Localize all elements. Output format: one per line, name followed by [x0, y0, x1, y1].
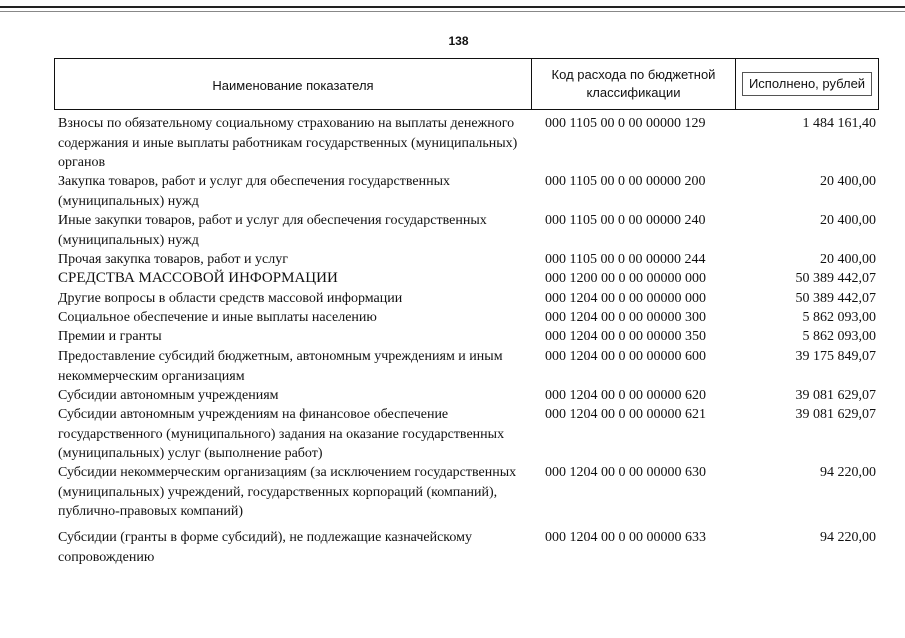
row-sum: 39 081 629,07 — [795, 388, 876, 403]
row-name: Иные закупки товаров, работ и услуг для обеспечения государственных (муниципальных) нужд — [58, 213, 487, 248]
row-sum: 20 400,00 — [820, 213, 876, 228]
header-code: Код расхода по бюджетной классификации — [531, 59, 735, 109]
row-sum: 39 081 629,07 — [795, 407, 876, 422]
row-code: 000 1105 00 0 00 00000 200 — [545, 174, 706, 189]
table-header — [54, 58, 879, 110]
row-code: 000 1204 00 0 00 00000 600 — [545, 349, 706, 364]
row-sum: 5 862 093,00 — [802, 329, 876, 344]
row-code: 000 1204 00 0 00 00000 300 — [545, 310, 706, 325]
row-sum: 20 400,00 — [820, 252, 876, 267]
row-sum: 39 175 849,07 — [795, 349, 876, 364]
row-sum: 94 220,00 — [820, 530, 876, 545]
row-name: Другие вопросы в области средств массовой информации — [58, 291, 403, 306]
top-border-line — [0, 6, 905, 8]
row-code: 000 1204 00 0 00 00000 350 — [545, 329, 706, 344]
row-sum: 50 389 442,07 — [795, 291, 876, 306]
row-name: Субсидии автономным учреждениям — [58, 388, 279, 403]
row-name: Закупка товаров, работ и услуг для обеспечения государственных (муниципальных) нужд — [58, 174, 451, 209]
row-sum: 5 862 093,00 — [802, 310, 876, 325]
row-code: 000 1105 00 0 00 00000 244 — [545, 252, 706, 267]
row-name: Взносы по обязательному социальному страхованию на выплаты денежного содержания и иные выплаты работникам государственных (муниципальных) органов — [58, 116, 518, 170]
row-code: 000 1105 00 0 00 00000 240 — [545, 213, 706, 228]
row-code: 000 1105 00 0 00 00000 129 — [545, 116, 706, 131]
row-sum: 20 400,00 — [820, 174, 876, 189]
row-name: СРЕДСТВА МАССОВОЙ ИНФОРМАЦИИ — [58, 270, 338, 286]
top-border-line-thin — [0, 11, 905, 12]
row-name: Субсидии (гранты в форме субсидий), не подлежащие казначейскому сопровождению — [58, 530, 472, 565]
row-sum: 50 389 442,07 — [795, 271, 876, 286]
row-code: 000 1204 00 0 00 00000 633 — [545, 530, 706, 545]
row-code: 000 1204 00 0 00 00000 000 — [545, 291, 706, 306]
row-name: Предоставление субсидий бюджетным, автономным учреждениям и иным некоммерческим организациям — [58, 349, 503, 384]
row-code: 000 1204 00 0 00 00000 630 — [545, 465, 706, 480]
row-name: Социальное обеспечение и иные выплаты населению — [58, 310, 377, 325]
row-name: Субсидии автономным учреждениям на финансовое обеспечение государственного (муниципального) задания на оказание государственных (муниципальных) услуг (выполнение работ) — [58, 407, 505, 461]
header-sum-label: Исполнено, рублей — [742, 72, 872, 96]
row-name: Прочая закупка товаров, работ и услуг — [58, 252, 288, 267]
row-code: 000 1204 00 0 00 00000 620 — [545, 388, 706, 403]
header-sum — [735, 59, 878, 109]
row-code: 000 1200 00 0 00 00000 000 — [545, 271, 706, 286]
row-name: Субсидии некоммерческим организациям (за исключением государственных (муниципальных) учреждений, государственных корпораций (компаний), публично-правовых компаний) — [58, 465, 517, 519]
header-name: Наименование показателя — [212, 78, 374, 93]
row-sum: 94 220,00 — [820, 465, 876, 480]
row-code: 000 1204 00 0 00 00000 621 — [545, 407, 706, 422]
row-name: Премии и гранты — [58, 329, 162, 344]
row-sum: 1 484 161,40 — [802, 116, 876, 131]
page-number: 138 — [448, 34, 469, 48]
